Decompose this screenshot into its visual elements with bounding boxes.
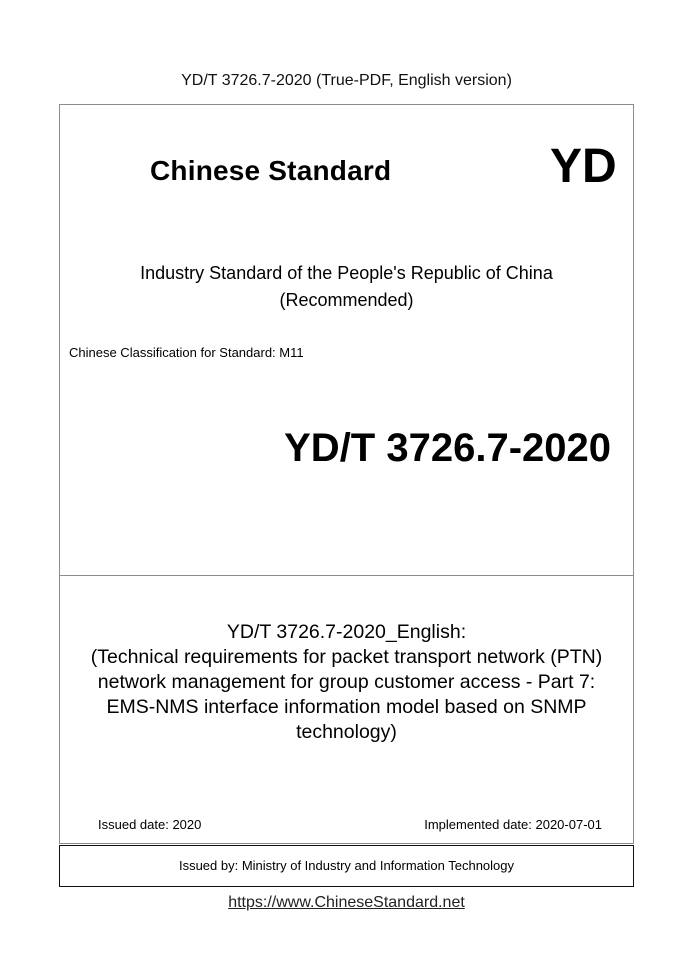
title-line: (Technical requirements for packet transport network (PTN) — [90, 646, 603, 668]
issuer-box — [59, 845, 634, 887]
english-title-block — [0, 620, 693, 745]
title-line: EMS-NMS interface information model based on SNMP — [106, 696, 587, 718]
classification-label: Chinese Classification for Standard: M11 — [69, 345, 304, 360]
issuer-text: Issued by: Ministry of Industry and Information Technology — [178, 858, 515, 873]
implemented-date: Implemented date: 2020-07-01 — [424, 817, 602, 832]
industry-standard-line: Industry Standard of the People's Republic of China — [140, 263, 553, 283]
title-line: YD/T 3726.7-2020_English: — [226, 621, 467, 643]
document-header: YD/T 3726.7-2020 (True-PDF, English version) — [181, 72, 512, 89]
title-line: technology) — [296, 721, 397, 743]
section-divider — [60, 575, 633, 576]
website-link[interactable]: https://www.ChineseStandard.net — [228, 894, 465, 911]
standard-number: YD/T 3726.7-2020 — [284, 426, 611, 470]
chinese-standard-heading: Chinese Standard — [150, 155, 392, 186]
issued-date: Issued date: 2020 — [98, 817, 202, 832]
recommended-label: (Recommended) — [279, 290, 414, 310]
yd-mark: YD — [550, 140, 617, 193]
title-line: network management for group customer access - Part 7: — [97, 671, 596, 693]
